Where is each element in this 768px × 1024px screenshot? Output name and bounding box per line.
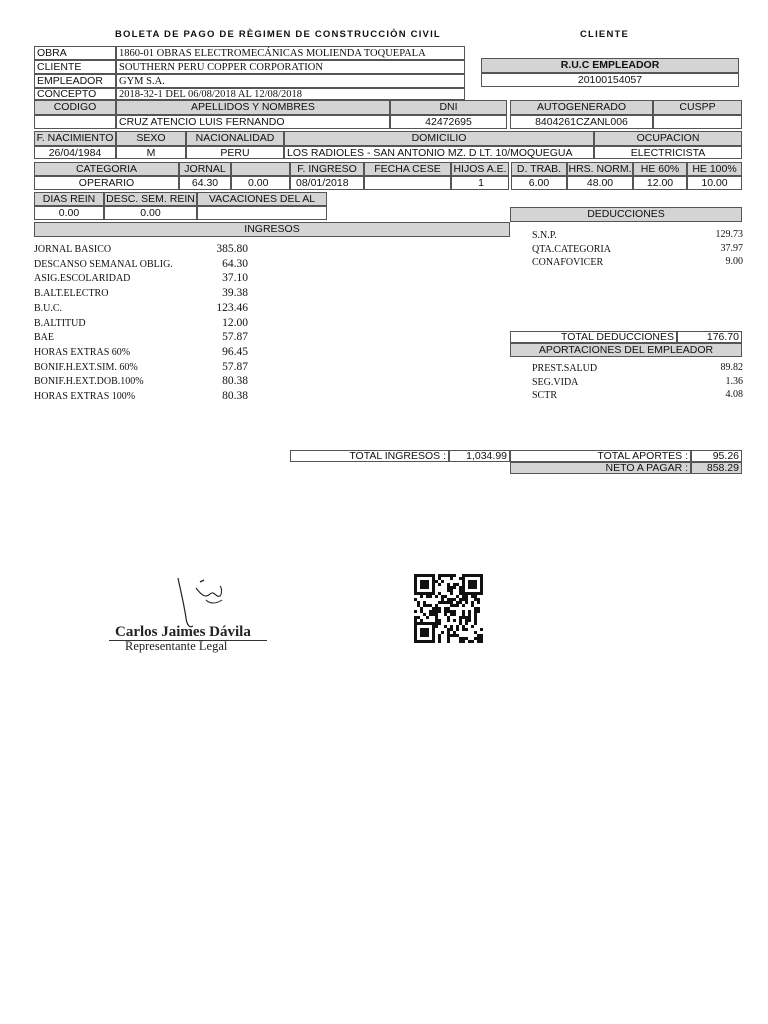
ingreso-item-value: 96.45 — [222, 345, 248, 358]
ingreso-item-label: B.U.C. — [34, 302, 63, 314]
deduccion-item-value: 129.73 — [715, 229, 743, 240]
jornal-value: 64.30 — [179, 176, 231, 190]
cese-label: FECHA CESE — [364, 162, 451, 176]
cliente-label: CLIENTE — [34, 60, 116, 74]
domicilio-value: LOS RADIOLES - SAN ANTONIO MZ. D LT. 10/MOQUEGUA — [284, 146, 594, 159]
qr-code — [413, 574, 485, 643]
signature-scribble — [160, 574, 240, 630]
cliente-value: SOUTHERN PERU COPPER CORPORATION — [116, 60, 465, 74]
jornal-extra-value: 0.00 — [231, 176, 290, 190]
domicilio-label: DOMICILIO — [284, 131, 594, 146]
ingreso-item-label: HORAS EXTRAS 100% — [34, 391, 136, 402]
jornal-label: JORNAL — [179, 162, 231, 176]
ingreso-value: 08/01/2018 — [290, 176, 364, 190]
ingreso-item-label: B.ALT.ELECTRO — [34, 288, 109, 300]
deduccion-item-label: CONAFOVICER — [532, 257, 604, 268]
ingreso-label: F. INGRESO — [290, 162, 364, 176]
nacimiento-label: F. NACIMIENTO — [34, 131, 116, 146]
deducciones-header: DEDUCCIONES — [510, 207, 742, 222]
ingresos-header: INGRESOS — [34, 222, 510, 237]
he60-value: 12.00 — [633, 176, 687, 190]
neto-label: NETO A PAGAR : — [510, 462, 691, 474]
aporte-item-label: SCTR — [532, 390, 558, 401]
desc-sem-rein-value: 0.00 — [104, 206, 197, 220]
aporte-item-label: PREST.SALUD — [532, 363, 598, 374]
nombre-value: CRUZ ATENCIO LUIS FERNANDO — [116, 115, 390, 129]
he60-label: HE 60% — [633, 162, 687, 176]
codigo-label: CODIGO — [34, 100, 116, 115]
sexo-value: M — [116, 146, 186, 159]
desc-sem-rein-label: DESC. SEM. REIN — [104, 192, 197, 206]
ingreso-item-label: BAE — [34, 332, 54, 344]
deduccion-item-value: 37.97 — [720, 242, 743, 254]
autogenerado-value: 8404261CZANL006 — [510, 115, 653, 129]
ingreso-item-value: 37.10 — [222, 272, 248, 285]
ocupacion-value: ELECTRICISTA — [594, 146, 742, 159]
dtrab-value: 6.00 — [511, 176, 567, 190]
aporte-item-label: SEG.VIDA — [532, 376, 579, 388]
total-deducciones-label: TOTAL DEDUCCIONES — [510, 331, 677, 343]
vacaciones-label: VACACIONES DEL AL — [197, 192, 327, 206]
deduccion-item-value: 9.00 — [725, 256, 743, 267]
nacionalidad-value: PERU — [186, 146, 284, 159]
jornal-extra-label — [231, 162, 290, 176]
codigo-value — [34, 115, 116, 129]
hrsnorm-label: HRS. NORM. — [568, 163, 632, 175]
ingreso-item-value: 80.38 — [222, 390, 248, 402]
hijos-label: HIJOS A.E. — [451, 162, 509, 176]
ingreso-item-label: ASIG.ESCOLARIDAD — [34, 273, 131, 285]
vacaciones-value — [197, 206, 327, 220]
dias-rein-label: DIAS REIN — [34, 192, 104, 206]
ingreso-item-value: 39.38 — [222, 287, 248, 300]
dni-label: DNI — [390, 100, 507, 115]
cuspp-value — [653, 115, 742, 129]
hijos-value: 1 — [451, 176, 509, 190]
signature-name: Carlos Jaimes Dávila — [115, 624, 251, 640]
total-ingresos-value: 1,034.99 — [449, 450, 510, 462]
aportaciones-header: APORTACIONES DEL EMPLEADOR — [510, 343, 742, 357]
dni-value: 42472695 — [390, 115, 507, 129]
total-aportes-value: 95.26 — [691, 450, 742, 462]
cuspp-label: CUSPP — [653, 100, 742, 115]
obra-label: OBRA — [34, 46, 116, 60]
ingreso-item-value: 385.80 — [216, 243, 248, 255]
obra-value: 1860-01 OBRAS ELECTROMECÁNICAS MOLIENDA TOQUEPALA — [116, 46, 465, 60]
ocupacion-label: OCUPACION — [594, 131, 742, 146]
copy-label: CLIENTE — [580, 29, 630, 40]
deduccion-item-label: S.N.P. — [532, 230, 557, 241]
ingreso-item-label: JORNAL BASICO — [34, 244, 112, 255]
nombre-label: APELLIDOS Y NOMBRES — [116, 100, 390, 115]
ingreso-item-label: BONIF.H.EXT.SIM. 60% — [34, 361, 138, 373]
ingreso-item-label: B.ALTITUD — [34, 317, 86, 329]
concepto-label: CONCEPTO — [34, 88, 116, 100]
aporte-item-value: 4.08 — [725, 389, 743, 400]
he100-value: 10.00 — [687, 176, 742, 190]
empleador-value: GYM S.A. — [116, 74, 465, 88]
nacionalidad-label: NACIONALIDAD — [186, 131, 284, 146]
ingreso-item-value: 80.38 — [222, 375, 248, 388]
neto-value: 858.29 — [691, 462, 742, 474]
ingreso-item-label: BONIF.H.EXT.DOB.100% — [34, 376, 144, 388]
total-deducciones-value: 176.70 — [677, 331, 742, 343]
ingreso-item-value: 57.87 — [222, 360, 248, 373]
signature-role: Representante Legal — [125, 639, 228, 653]
sexo-label: SEXO — [116, 131, 186, 146]
dias-rein-value: 0.00 — [34, 206, 104, 220]
cese-value — [364, 176, 451, 190]
empleador-label: EMPLEADOR — [34, 74, 116, 88]
hrsnorm-value: 48.00 — [567, 176, 633, 190]
he100-label: HE 100% — [687, 162, 742, 176]
aporte-item-value: 1.36 — [725, 375, 743, 387]
aporte-item-value: 89.82 — [720, 362, 743, 373]
autogenerado-label: AUTOGENERADO — [510, 100, 653, 115]
ingreso-item-value: 57.87 — [222, 331, 248, 344]
ingreso-item-value: 123.46 — [216, 301, 248, 314]
dtrab-label: D. TRAB. — [511, 162, 567, 176]
categoria-label: CATEGORIA — [34, 162, 179, 176]
ingreso-item-value: 64.30 — [222, 257, 248, 270]
ruc-value: 20100154057 — [481, 73, 739, 87]
deduccion-item-label: QTA.CATEGORIA — [532, 243, 611, 255]
ingreso-item-label: HORAS EXTRAS 60% — [34, 346, 131, 358]
nacimiento-value: 26/04/1984 — [34, 146, 116, 159]
ruc-label: R.U.C EMPLEADOR — [481, 58, 739, 73]
categoria-value: OPERARIO — [34, 176, 179, 190]
total-aportes-label: TOTAL APORTES : — [510, 450, 691, 462]
concepto-value: 2018-32-1 DEL 06/08/2018 AL 12/08/2018 — [116, 88, 465, 100]
ingreso-item-label: DESCANSO SEMANAL OBLIG. — [34, 258, 173, 270]
document-title: BOLETA DE PAGO DE RÈGIMEN DE CONSTRUCCIÒN CIVIL — [115, 29, 441, 40]
ingreso-item-value: 12.00 — [222, 316, 248, 329]
total-ingresos-label: TOTAL INGRESOS : — [290, 450, 449, 462]
